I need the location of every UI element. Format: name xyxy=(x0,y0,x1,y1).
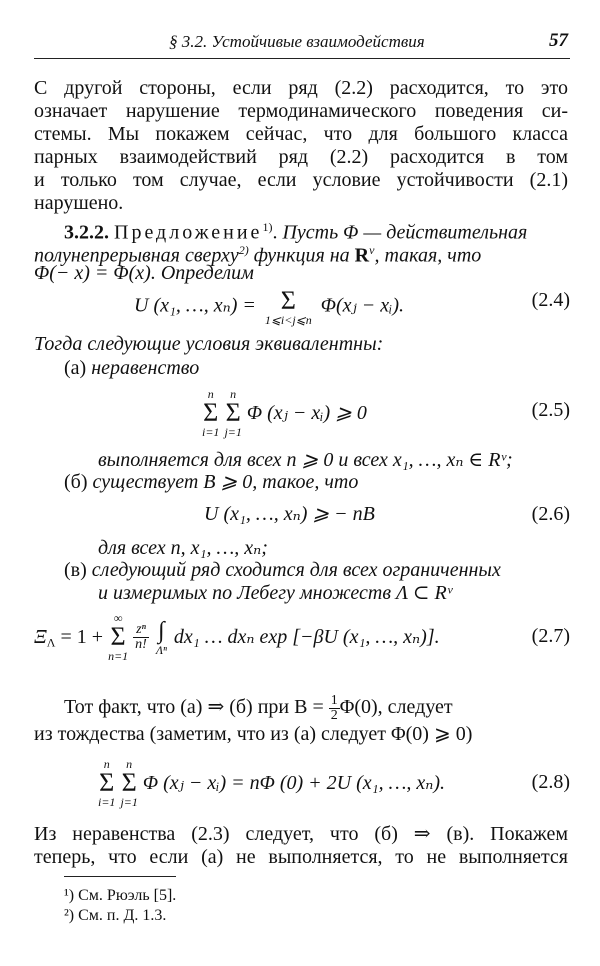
proposition-line-3: Φ(− x) = Φ(x). Определим xyxy=(34,262,254,284)
text-line: нарушено. xyxy=(34,192,124,214)
equation-lhs: U (x₁, …, xₙ) = xyxy=(134,294,256,317)
equation-text: = 1 + xyxy=(60,626,104,648)
equation-2-7 xyxy=(34,612,440,662)
condition-a xyxy=(64,356,564,380)
sum-upper: ∞ xyxy=(113,611,123,625)
proposition-text: , такая, что xyxy=(374,244,482,267)
sum-symbol: n Σ i=1 xyxy=(98,757,116,809)
footnote-2 xyxy=(64,906,166,926)
sum-lower: j=1 xyxy=(120,795,138,809)
proposition-text: функция на xyxy=(253,244,350,267)
sum-upper: n xyxy=(126,757,133,771)
text-line: Из неравенства (2.3) следует, что (б) ⇒ (в). Покажем xyxy=(34,823,568,845)
footnote-rule xyxy=(64,876,176,877)
condition-text: существует B ⩾ 0, такое, что xyxy=(92,471,359,493)
equation-body: Φ (xⱼ − xᵢ) ⩾ 0 xyxy=(246,402,367,424)
sum-upper: n xyxy=(230,387,237,401)
sum-symbol: Σ 1⩽i<j⩽n xyxy=(264,286,312,327)
condition-a-after: выполняется для всех n ⩾ 0 и всех x₁, …, xₙ ∈ Rᵛ; xyxy=(98,449,513,471)
sum-symbol: n Σ j=1 xyxy=(224,387,242,439)
sum-upper: n xyxy=(103,757,110,771)
fraction-one-half xyxy=(329,694,340,723)
sum-limits: 1⩽i<j⩽n xyxy=(264,313,312,327)
equation-number: (2.6) xyxy=(531,503,570,525)
footnote-mark: ¹) xyxy=(64,887,75,904)
sum-lower: i=1 xyxy=(202,425,220,439)
condition-text: следующий ряд сходится для всех ограниченных xyxy=(91,559,501,581)
fraction xyxy=(133,623,149,652)
real-space-symbol: R xyxy=(354,244,370,267)
condition-label: (а) xyxy=(64,357,87,379)
text-line xyxy=(64,694,568,723)
dimension-symbol: ν xyxy=(369,243,375,257)
equation-body: dx₁ … dxₙ exp [−βU (x₁, …, xₙ)]. xyxy=(173,626,440,648)
conditions-intro: Тогда следующие условия эквивалентны: xyxy=(34,333,384,355)
equation-number: (2.8) xyxy=(531,771,570,793)
text-line: стемы. Мы покажем сейчас, что для большого класса xyxy=(34,123,568,145)
fraction-numerator: 1 xyxy=(330,693,338,708)
sum-lower: i=1 xyxy=(98,795,116,809)
sum-symbol: ∞ Σ n=1 xyxy=(108,611,129,663)
sum-symbol: n Σ j=1 xyxy=(120,757,138,809)
proposition-text: Пусть Φ — действительная xyxy=(282,221,528,244)
condition-label: (б) xyxy=(64,471,88,493)
proposition-line-1: 3.2.2. Предложение$^{1)}$. Пусть Φ — действительная xyxy=(64,220,528,244)
text-line: парных взаимодействий ряд (2.2) расходится в том xyxy=(34,146,568,168)
proposition-word: Предложение xyxy=(114,221,263,244)
condition-label: (в) xyxy=(64,559,87,581)
page-number: 57 xyxy=(549,30,568,51)
equation-2-4 xyxy=(134,288,404,326)
footnote-text: См. Рюэль [5]. xyxy=(78,887,177,904)
text-segment: Φ(0), следует xyxy=(339,696,453,719)
fraction-denominator: 2 xyxy=(330,708,338,723)
fraction-denominator: n! xyxy=(135,636,147,652)
equation-rhs: Φ(xⱼ − xᵢ). xyxy=(320,294,404,317)
text-line: теперь, что если (а) не выполняется, то не выполняется xyxy=(34,846,568,868)
footnote-ref-2: 2) xyxy=(238,243,249,257)
equation-number: (2.4) xyxy=(531,289,570,311)
sum-lower: j=1 xyxy=(224,425,242,439)
footnote-text: См. п. Д. 1.3. xyxy=(78,907,167,924)
sum-symbol: n Σ i=1 xyxy=(202,387,220,439)
text-segment: Тот факт, что (а) ⇒ (б) при B = xyxy=(64,696,324,719)
condition-c xyxy=(64,558,568,582)
equation-number: (2.5) xyxy=(531,399,570,421)
condition-b xyxy=(64,470,564,494)
equation-2-5 xyxy=(202,388,367,438)
text-line: из тождества (заметим, что из (а) следует Φ(0) ⩾ 0) xyxy=(34,723,473,745)
proposition-number: 3.2.2. xyxy=(64,221,109,244)
footnote-1 xyxy=(64,886,176,906)
integral-symbol: ∫ Λⁿ xyxy=(155,618,167,657)
sum-upper: n xyxy=(207,387,214,401)
sum-lower: n=1 xyxy=(108,649,129,663)
integral-domain: Λⁿ xyxy=(155,643,167,657)
grand-partition-symbol: Ξ xyxy=(34,626,47,648)
condition-b-after: для всех n, x₁, …, xₙ; xyxy=(98,537,268,559)
equation-2-8 xyxy=(98,758,445,808)
text-line: С другой стороны, если ряд (2.2) расходится, то это xyxy=(34,77,568,99)
text-line: и только том случае, если условие устойчивости (2.1) xyxy=(34,169,568,191)
equation-body: Φ (xⱼ − xᵢ) = nΦ (0) + 2U (x₁, …, xₙ). xyxy=(142,772,446,794)
text-line: означает нарушение термодинамического поведения си- xyxy=(34,100,568,122)
header-title: § 3.2. Устойчивые взаимодействия xyxy=(169,32,425,51)
running-header xyxy=(34,28,570,59)
footnote-mark: ²) xyxy=(64,907,75,924)
equation-number: (2.7) xyxy=(531,625,570,647)
lambda-subscript: Λ xyxy=(46,635,56,650)
proposition-text: полунепрерывная сверху xyxy=(34,244,239,267)
condition-text: неравенство xyxy=(91,357,200,379)
equation-2-6: U (x₁, …, xₙ) ⩾ − nB xyxy=(204,503,375,525)
condition-c-line-2: и измеримых по Лебегу множеств Λ ⊂ Rᵛ xyxy=(98,582,453,604)
footnote-ref-1: 1) xyxy=(262,220,273,234)
fraction-numerator: zⁿ xyxy=(133,623,149,638)
